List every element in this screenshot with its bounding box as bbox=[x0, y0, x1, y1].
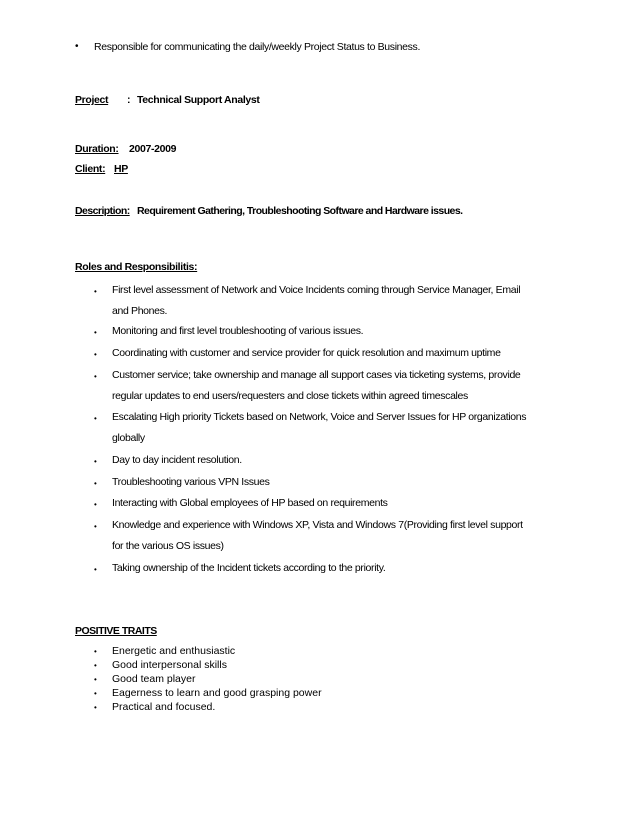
role-line-cont: globally bbox=[112, 432, 145, 444]
project-label: Project bbox=[75, 94, 109, 106]
role-line: Day to day incident resolution. bbox=[112, 454, 242, 466]
trait-text: Practical and focused. bbox=[112, 701, 216, 713]
role-line-cont: and Phones. bbox=[112, 305, 168, 317]
role-line: Escalating High priority Tickets based on Network, Voice and Server Issues for HP organizations bbox=[112, 411, 527, 423]
role-line: Customer service; take ownership and manage all support cases via ticketing systems, provide bbox=[112, 369, 521, 381]
bullet-glyph: • bbox=[94, 414, 97, 423]
trait-text: Eagerness to learn and good grasping power bbox=[112, 687, 322, 699]
bullet-glyph: • bbox=[94, 457, 97, 466]
trait-text: Energetic and enthusiastic bbox=[112, 645, 236, 657]
duration-value: 2007-2009 bbox=[129, 143, 177, 155]
role-line: Coordinating with customer and service provider for quick resolution and maximum uptime bbox=[112, 347, 501, 359]
role-line-cont: for the various OS issues) bbox=[112, 540, 224, 552]
bullet-glyph: • bbox=[94, 500, 97, 509]
description-value: Requirement Gathering, Troubleshooting Software and Hardware issues. bbox=[137, 205, 463, 217]
role-line: Interacting with Global employees of HP based on requirements bbox=[112, 497, 388, 509]
role-line-cont: regular updates to end users/requesters and close tickets within agreed timescales bbox=[112, 390, 468, 402]
role-line: Troubleshooting various VPN Issues bbox=[112, 476, 270, 488]
bullet-glyph: • bbox=[94, 372, 97, 381]
bullet-glyph: • bbox=[94, 661, 97, 670]
project-separator: : bbox=[127, 94, 131, 106]
trait-text: Good interpersonal skills bbox=[112, 659, 227, 671]
bullet-glyph: • bbox=[94, 287, 97, 296]
client-label: Client: bbox=[75, 163, 106, 175]
bullet-glyph: • bbox=[94, 522, 97, 531]
bullet-glyph: • bbox=[94, 647, 97, 656]
project-value: Technical Support Analyst bbox=[137, 94, 260, 106]
description-label: Description: bbox=[75, 205, 130, 217]
duration-label: Duration: bbox=[75, 143, 119, 155]
bullet-glyph: • bbox=[94, 328, 97, 337]
role-line: Knowledge and experience with Windows XP, Vista and Windows 7(Providing first level support bbox=[112, 519, 523, 531]
trait-text: Good team player bbox=[112, 673, 196, 685]
bullet-glyph: • bbox=[94, 565, 97, 574]
bullet-glyph: • bbox=[75, 41, 79, 52]
roles-heading: Roles and Responsibilitis: bbox=[75, 261, 198, 273]
traits-heading: POSITIVE TRAITS bbox=[75, 625, 157, 637]
top-bullet-text: Responsible for communicating the daily/weekly Project Status to Business. bbox=[94, 41, 421, 53]
bullet-glyph: • bbox=[94, 350, 97, 359]
bullet-glyph: • bbox=[94, 479, 97, 488]
bullet-glyph: • bbox=[94, 689, 97, 698]
role-line: Monitoring and first level troubleshooting of various issues. bbox=[112, 325, 364, 337]
bullet-glyph: • bbox=[94, 675, 97, 684]
client-value: HP bbox=[114, 163, 128, 175]
bullet-glyph: • bbox=[94, 703, 97, 712]
role-line: First level assessment of Network and Voice Incidents coming through Service Manager, Email bbox=[112, 284, 521, 296]
role-line: Taking ownership of the Incident tickets according to the priority. bbox=[112, 562, 386, 574]
